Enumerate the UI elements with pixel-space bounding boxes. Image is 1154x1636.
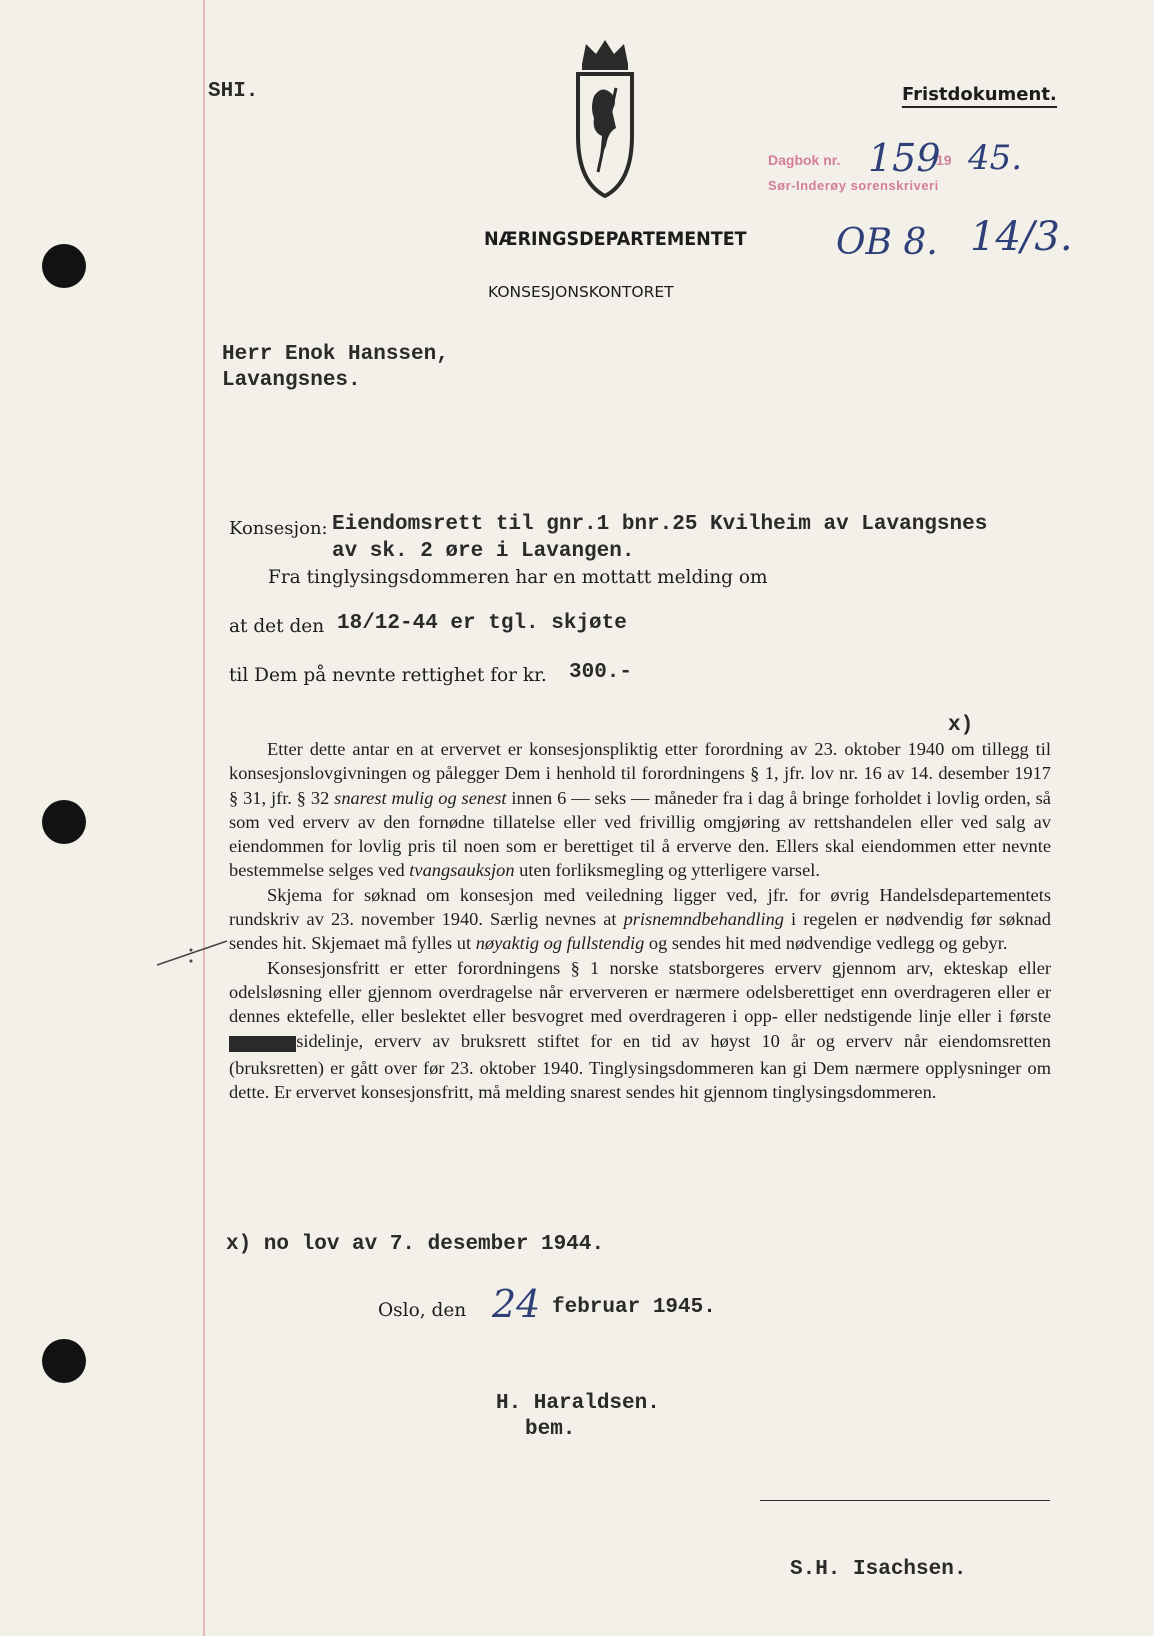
paragraph-1: Etter dette antar en at ervervet er konsesjonspliktig etter forordning av 23. oktober 1940 om tillegg til konsesjonslovgivningen og pålegger Dem i henhold til forordningens § 1, jfr. lov nr. 16 av 14. desember 1917 § 31, jfr. § 32 snarest mulig og senest innen 6 — seks — måneder fra i dag å bringe forholdet i lovlig orden, så som ved erverv av den fornødne tillatelse eller ved frivillig omgjøring av rettshandelen eller ved salg av eiendommen for lovlig pris til noen som er berettiget til å erverve den. Ellers skal eiendommen etter nevnte bestemmelse selges ved tvangsauksjon uten forliksmegling og ytterligere varsel. [229,739,1051,881]
date-prefix: at det den [229,616,325,637]
court-stamp: Sør-Inderøy sorenskriveri [768,178,939,193]
department-name: NÆRINGSDEPARTEMENTET [484,228,747,250]
concession-line-2: av sk. 2 øre i Lavangen. [332,540,635,563]
recipient-name: Herr Enok Hanssen, [222,343,449,366]
norwegian-lion-icon [572,36,638,206]
signatory-suffix: bem. [525,1418,576,1441]
price-prefix: til Dem på nevnte rettighet for kr. [229,665,547,686]
journal-year: 45. [968,138,1023,178]
pencil-mark-icon [155,935,230,970]
concession-line-1: Eiendomsrett til gnr.1 bnr.25 Kvilheim av Lavangsnes [332,513,988,536]
registration-date: 18/12-44 er tgl. skjøte [337,612,627,635]
struck-out-word: XXXXXXXX [229,1035,297,1052]
document-type-label: Fristdokument. [902,84,1057,108]
coat-of-arms-logo [572,36,638,206]
second-signatory: S.H. Isachsen. [790,1558,967,1581]
margin-rule [203,0,205,1636]
journal-year-prefix: 19 [936,152,952,168]
punch-hole [42,244,86,288]
concession-label: Konsesjon: [229,518,328,539]
footnote-text: x) no lov av 7. desember 1944. [226,1233,605,1256]
date-place: Oslo, den [378,1300,467,1321]
journal-stamp-label: Dagbok nr. [768,152,841,168]
footnote-marker: x) [948,714,974,737]
signature-rule [760,1500,1050,1501]
office-name: KONSESJONSKONTORET [488,283,674,301]
handwritten-note: OB 8. [836,222,938,263]
date-month-year: februar 1945. [552,1296,716,1319]
paragraph-2: Skjema for søknad om konsesjon med veiledning ligger ved, jfr. for øvrig Handelsdepartementets rundskriv av 23. november 1940. Særlig nevnes at prisnemndbehandling i regelen er nødvendig før søknad sendes hit. Skjemaet må fylles ut nøyaktig og fullstendig og sendes hit med nødvendige vedlegg og gebyr. [229,884,1051,954]
price-value: 300.- [569,661,633,684]
handwritten-date: 14/3. [970,214,1073,260]
intro-line: Fra tinglysingsdommeren har en mottatt melding om [268,567,768,588]
body-text [229,737,1051,1104]
handwritten-day: 24 [492,1282,541,1326]
journal-number: 159 [868,136,941,180]
recipient-place: Lavangsnes. [222,369,361,392]
punch-hole [42,1339,86,1383]
paragraph-3: Konsesjonsfritt er etter forordningens § 1 norske statsborgeres erverv gjennom arv, ekteskap eller odelsløsning eller gjennom overdragelse når erververen er nærmere odelsberettiget enn overdrageren eller er dennes ektefelle, eller beslektet eller besvogret med overdrageren i opp- eller nedstigende linje eller i første XXXXXXXXsidelinje, erverv av bruksrett stiftet for en tid av høyst 10 år og erverv når eiendomsretten (bruksretten) er gått over før 23. oktober 1940. Tinglysingsdommeren kan gi Dem nærmere opplysninger om dette. Er ervervet konsesjonsfritt, må melding snarest sendes hit gjennom tinglysingsdommeren. [229,957,1051,1103]
punch-hole [42,800,86,844]
reference-code: SHI. [208,80,259,103]
signatory-name: H. Haraldsen. [496,1392,660,1415]
